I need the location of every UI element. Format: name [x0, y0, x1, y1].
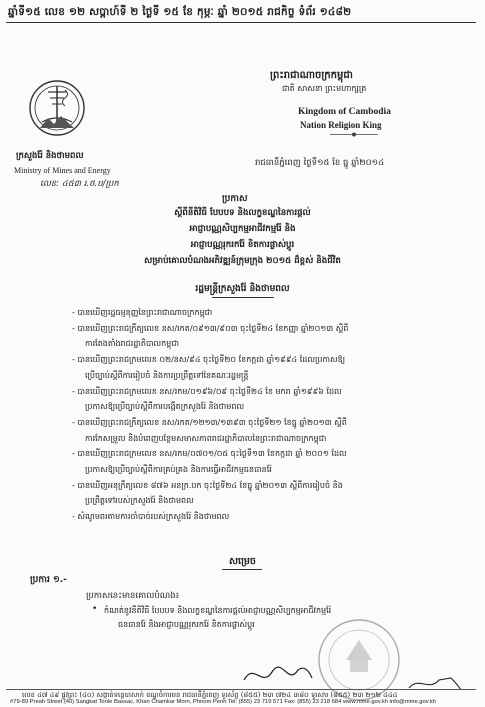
decision-underline: [222, 569, 262, 570]
list-item: ប្រកាសឱ្យប្រើច្បាប់ស្តីពីការបង្កើតក្រសួងរ៉ែ និងថាមពល: [85, 402, 245, 412]
kingdom-name-en: Kingdom of Cambodia: [298, 107, 391, 117]
subject-line: សម្រាប់គោលបំណងអភិវឌ្ឍន៍ក្រុមក្រុង ២០១៥ ដ៏ខ្ពស់ និងជីវិត: [144, 256, 341, 266]
subject-line: ស្តីពីនីតិវិធី បែបបទ និងលក្ខខណ្ឌនៃការផ្តល់: [174, 208, 311, 218]
initials-signature-icon: [405, 670, 465, 695]
kingdom-name-kh: ព្រះរាជាណាចក្រកម្ពុជា: [270, 70, 353, 81]
subject-line: អាជ្ញាបណ្ណសិប្បកម្មអាជីវកម្មរ៉ែ និង: [189, 224, 296, 234]
list-item: - បានឃើញព្រះរាជក្រមលេខ ០២/នស/៩៤ ចុះថ្ងៃទី២០ ខែកក្កដា ឆ្នាំ១៩៩៤ ដែលប្រកាសឱ្យ: [72, 355, 346, 365]
footer-rule: [6, 689, 476, 690]
footer-address-en: #79-89 Preah Street (40) Sangkat Tonle Bassac, Khan Chamkar Morn, Phnom Penh Tel: (855) 23 719 571 Fax: (855) 23 218 684 www.mme.gov.kh info@mme.gov.kh: [10, 699, 436, 705]
article-bullet-continued: ធនធានរ៉ែ និងអាជ្ញាបណ្ណរុករករ៉ែ ខិតការផ្លាស់ប្តូរ: [118, 620, 255, 629]
gazette-header: ឆ្នាំទី១៥ លេខ ១២ សប្តាហ៍ទី ២ ថ្ងៃទី ១៥ ខែ កុម្ភៈ ឆ្នាំ ២០១៥ រាជកិច្ច ទំព័រ ១៤៨២: [8, 6, 352, 18]
list-item: ការកែសម្រួល និងបំពេញបន្ថែមសមាសភាពរាជរដ្ឋាភិបាលនៃព្រះរាជាណាចក្រកម្ពុជា: [85, 433, 327, 443]
date-line: រាជធានីភ្នំពេញ ថ្ងៃទី១៥ ខែ ធ្នូ ឆ្នាំ២០១៤: [255, 158, 385, 168]
list-item: - បានឃើញរដ្ឋធម្មនុញ្ញនៃព្រះរាជាណាចក្រកម្ពុជា: [72, 308, 213, 317]
list-item: ប្រព្រឹត្តទៅរបស់ក្រសួងរ៉ែ និងថាមពល: [85, 496, 194, 506]
kingdom-motto-en: Nation Religion King: [300, 120, 382, 130]
list-item: ប្រកាសឱ្យប្រើច្បាប់ស្តីពីការគ្រប់គ្រង និងការធ្វើអាជីវកម្មធនធានរ៉ែ: [85, 465, 272, 475]
decision-title: សម្រេច: [229, 556, 256, 567]
ministry-name-en: Ministry of Mines and Energy: [14, 166, 111, 175]
reference-number: លេខ: ៤៥៣ រ.ថ.ប/ប្រក: [40, 179, 119, 189]
list-item: - បានឃើញព្រះរាជក្រឹត្យលេខ នស/រកត/១២១៣/១៣៩៣ ចុះថ្ងៃទី២១ ខែធ្នូ ឆ្នាំ២០១៣ ស្តីពី: [72, 417, 347, 427]
article-bullet: កំណត់នូវនីតិវិធី បែបបទ និងលក្ខខណ្ឌនៃការផ្តល់អាជ្ញាបណ្ណសិប្បកម្មអាជីវកម្មរ៉ែ: [104, 606, 332, 615]
visas-list: [72, 305, 472, 525]
prakas-title: ប្រកាស: [222, 194, 248, 204]
ornament-divider-icon: [330, 132, 378, 137]
list-item: - បានឃើញអនុក្រឹត្យលេខ ៨៧៦ អនក្រ.បក ចុះថ្ងៃទី២៤ ខែធ្នូ ឆ្នាំ២០១៣ ស្តីពីការរៀបចំ និង: [72, 480, 343, 490]
list-item: - បានឃើញព្រះរាជក្រឹត្យលេខ នស/រកត/០៩១៣/៩០៣ ចុះថ្ងៃទី២៤ ខែកញ្ញា ឆ្នាំ២០១៣ ស្តីពី: [72, 323, 349, 333]
article-intro: ប្រកាសនេះមានគោលបំណង៖: [86, 591, 180, 601]
ministry-name-kh: ក្រសួងរ៉ែ និងថាមពល: [16, 151, 84, 161]
signature-icon: [240, 660, 340, 690]
title-underline: [212, 297, 274, 298]
bullet-icon: •: [92, 604, 98, 614]
article-label: ប្រការ ១.-: [30, 575, 67, 585]
kingdom-motto-kh: ជាតិ សាសនា ព្រះមហាក្សត្រ: [282, 84, 367, 93]
minister-title: រដ្ឋមន្ត្រីក្រសួងរ៉ែ និងថាមពល: [195, 284, 290, 294]
list-item: - បានឃើញព្រះរាជក្រមលេខ នស/រកម/០៧០១/០៥ ចុះថ្ងៃទី១៣ ខែកក្កដា ឆ្នាំ ២០០១ ដែល: [72, 449, 347, 459]
list-item: - សំណូមពរតាមការចាំបាច់របស់ក្រសួងរ៉ែ និងថាមពល: [72, 512, 230, 522]
footer-address-kh: លេខ ៤៧ ៤៩ ផ្លូវព្រះ (៤០) សង្កាត់ទន្លេបាសាក់ ខណ្ឌចំការមន រាជធានីភ្នំពេញ ទូរស័ព្ទ (៨៥៥) ២៣ ៧២៤ ៣៨០ ទូរសារ (៨៥៥) ២៣ ២១២ ៤៤៤: [22, 691, 398, 699]
ministry-logo-icon: [28, 78, 86, 140]
header-rule: [6, 22, 476, 23]
list-item: - បានឃើញព្រះរាជក្រមលេខ នស/រកម/០១៩៦/០៩ ចុះថ្ងៃទី២៤ ខែ មករា ឆ្នាំ១៩៩៦ ដែល: [72, 386, 342, 396]
list-item: ការតែងតាំងរាជរដ្ឋាភិបាលកម្ពុជា: [85, 339, 179, 349]
subject-line: អាជ្ញាបណ្ណរុករករ៉ែ ខិតការផ្លាស់ប្តូរ: [190, 240, 295, 250]
list-item: ប្រើច្បាប់ស្តីពីការរៀបចំ និងការប្រព្រឹត្តទៅនៃគណៈរដ្ឋមន្ត្រី: [85, 370, 249, 380]
